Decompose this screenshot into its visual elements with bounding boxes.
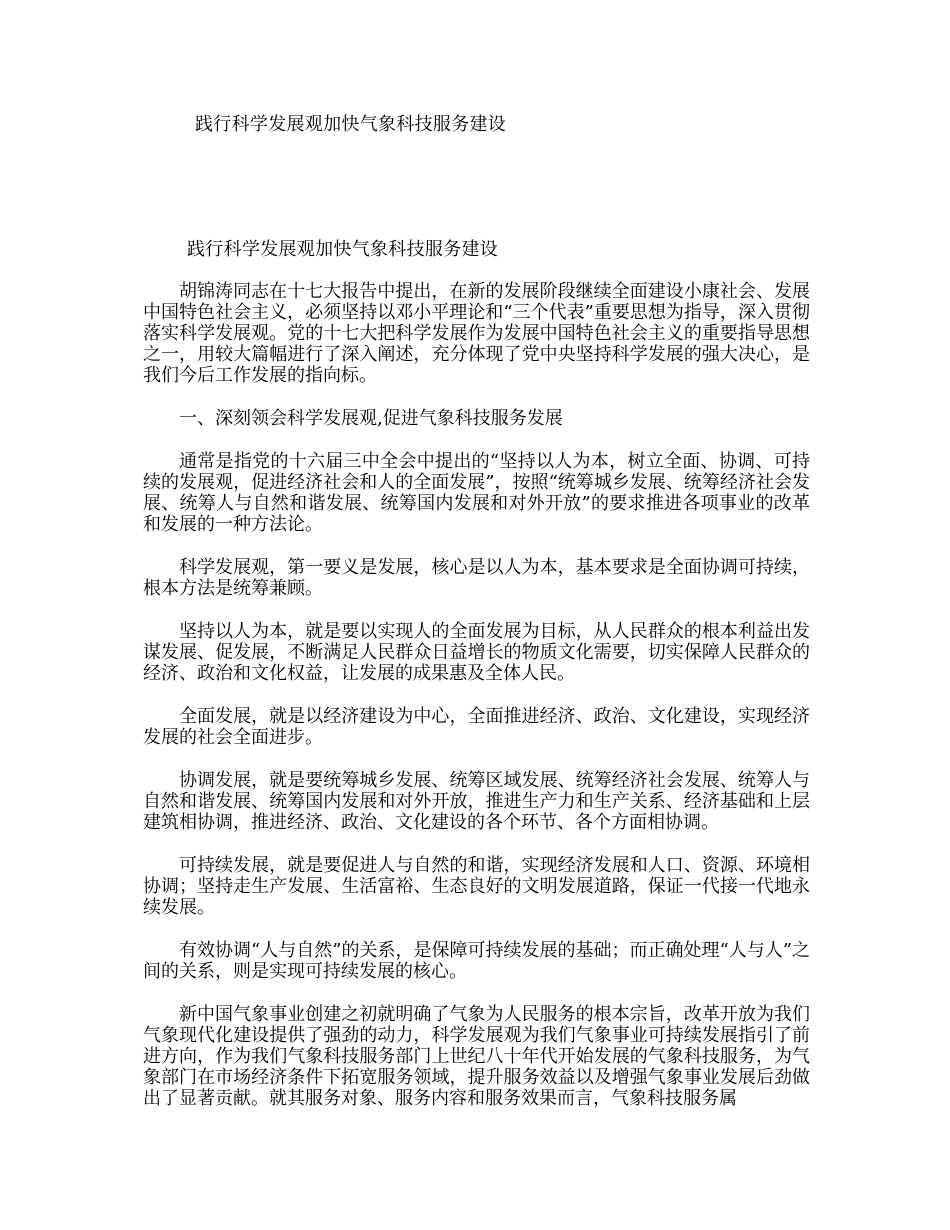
paragraph-sustainable: 可持续发展，就是要促进人与自然的和谐，实现经济发展和人口、资源、环境相协调；坚持走生产发展、生活富裕、生态良好的文明发展道路，保证一代接一代地永续发展。 [143,855,810,918]
document-body [143,238,810,1131]
document-subtitle: 践行科学发展观加快气象科技服务建设 [187,239,499,260]
paragraph-core: 科学发展观，第一要义是发展，核心是以人为本，基本要求是全面协调可持续，根本方法是统筹兼顾。 [143,557,810,599]
paragraph-people-oriented: 坚持以人为本，就是要以实现人的全面发展为目标，从人民群众的根本利益出发谋发展、促发展，不断满足人民群众日益增长的物质文化需要，切实保障人民群众的经济、政治和文化权益，让发展的成果惠及全体人民。 [143,621,810,684]
document-title: 践行科学发展观加快气象科技服务建设 [195,114,507,135]
paragraph-coordinated: 协调发展，就是要统筹城乡发展、统筹区域发展、统筹经济社会发展、统筹人与自然和谐发展、统筹国内发展和对外开放，推进生产力和生产关系、经济基础和上层建筑相协调，推进经济、政治、文化建设的各个环节、各个方面相协调。 [143,770,810,833]
paragraph-meteorology: 新中国气象事业创建之初就明确了气象为人民服务的根本宗旨，改革开放为我们气象现代化建设提供了强劲的动力，科学发展观为我们气象事业可持续发展指引了前进方向，作为我们气象科技服务部门上世纪八十年代开始发展的气象科技服务，为气象部门在市场经济条件下拓宽服务领域，提升服务效益以及增强气象事业发展后劲做出了显著贡献。就其服务对象、服务内容和服务效果而言，气象科技服务属 [143,1004,810,1109]
paragraph-definition: 通常是指党的十六届三中全会中提出的“坚持以人为本，树立全面、协调、可持续的发展观，促进经济社会和人的全面发展”，按照“统筹城乡发展、统筹经济社会发展、统筹人与自然和谐发展、统筹国内发展和对外开放”的要求推进各项事业的改革和发展的一种方法论。 [143,451,810,535]
paragraph-intro: 胡锦涛同志在十七大报告中提出，在新的发展阶段继续全面建设小康社会、发展中国特色社会主义，必须坚持以邓小平理论和“三个代表”重要思想为指导，深入贯彻落实科学发展观。党的十七大把科学发展作为发展中国特色社会主义的重要指导思想之一，用较大篇幅进行了深入阐述，充分体现了党中央坚持科学发展的强大决心，是我们今后工作发展的指向标。 [143,281,810,386]
section-heading-1: 一、深刻领会科学发展观,促进气象科技服务发展 [179,408,563,429]
paragraph-harmony: 有效协调“人与自然”的关系，是保障可持续发展的基础；而正确处理“人与人”之间的关系，则是实现可持续发展的核心。 [143,940,810,982]
paragraph-comprehensive: 全面发展，就是以经济建设为中心，全面推进经济、政治、文化建设，实现经济发展的社会全面进步。 [143,706,810,748]
